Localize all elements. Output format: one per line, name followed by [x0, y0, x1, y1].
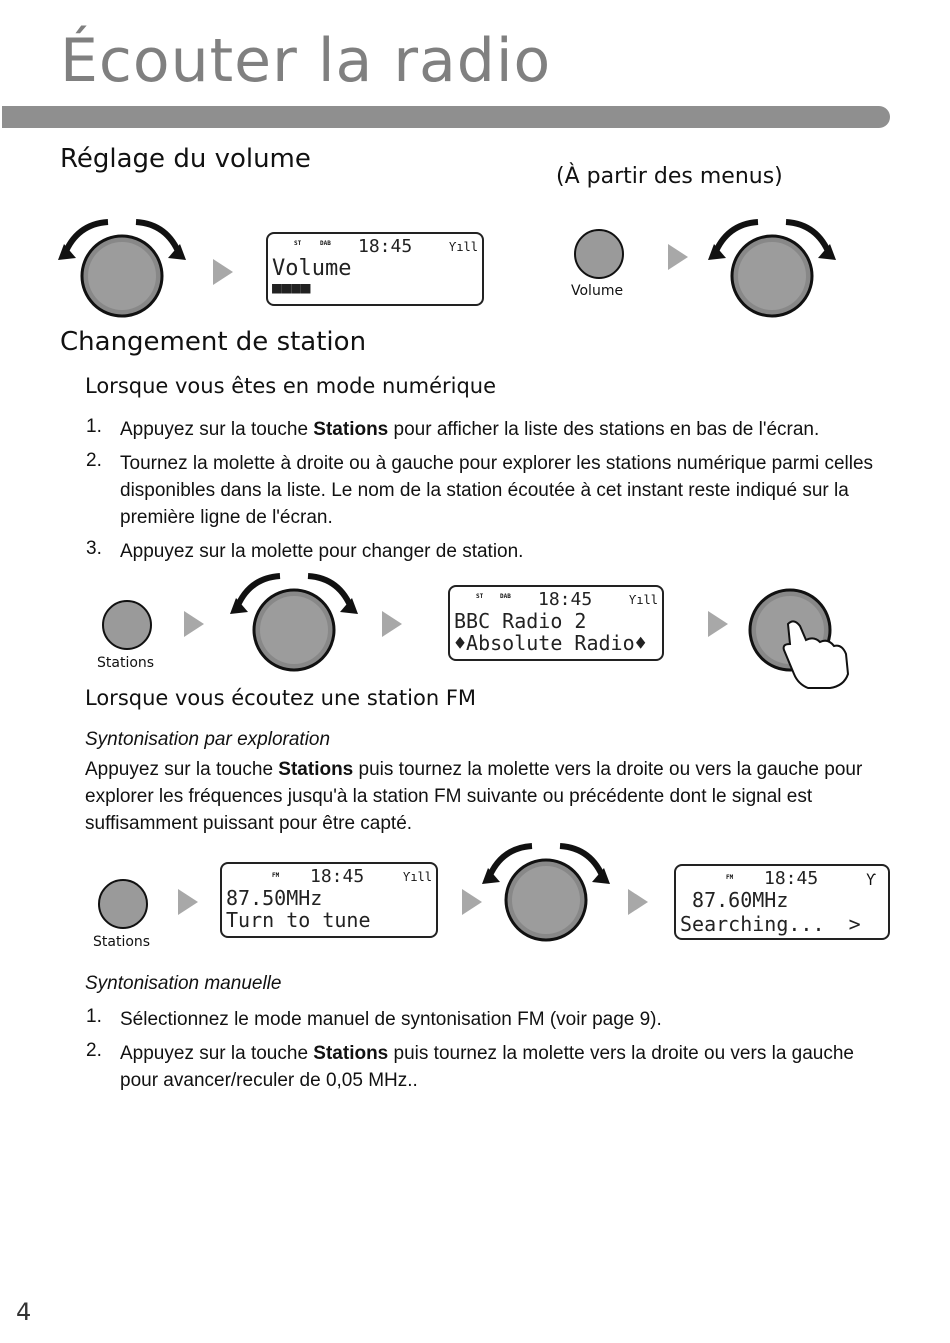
knob-press-hand-icon: [744, 588, 854, 692]
lcd-st-tag: ST: [294, 240, 302, 247]
lcd-dab-tag: DAB: [320, 240, 331, 247]
fm-heading: Lorsque vous écoutez une station FM: [85, 686, 477, 710]
lcd-line1: 87.50MHz: [226, 886, 323, 910]
lcd-time: 18:45: [538, 589, 593, 610]
lcd-time: 18:45: [358, 236, 413, 257]
menus-note: (À partir des menus): [556, 164, 783, 189]
rotary-knob-icon: [228, 568, 362, 672]
manual-heading: Syntonisation manuelle: [85, 973, 282, 994]
step-number: 1.: [86, 1006, 102, 1027]
volume-button-label: Volume: [571, 283, 624, 299]
lcd-fm-tag: FM: [726, 874, 734, 881]
lcd-fm-searching: [674, 864, 890, 940]
step-number: 3.: [86, 538, 102, 559]
arrow-right-icon: [184, 611, 204, 637]
stations-button[interactable]: [102, 600, 152, 650]
stations-button-label: Stations: [97, 655, 155, 671]
scan-heading: Syntonisation par exploration: [85, 729, 331, 750]
step-number: 2.: [86, 1040, 102, 1061]
signal-icon: Ƴıll: [403, 870, 432, 884]
signal-icon: Ƴıll: [449, 240, 478, 254]
arrow-right-icon: [628, 889, 648, 915]
arrow-right-icon: [462, 889, 482, 915]
stations-button-label: Stations: [93, 934, 151, 950]
step-number: 1.: [86, 416, 102, 437]
arrow-right-icon: [668, 244, 688, 270]
lcd-fm-tune: [220, 862, 438, 938]
title-bar: [2, 106, 890, 128]
lcd-time: 18:45: [310, 866, 365, 887]
lcd-st-tag: ST: [476, 593, 484, 600]
lcd-line2: ■■■■: [272, 278, 311, 297]
rotary-knob-icon: [706, 214, 840, 318]
volume-heading: Réglage du volume: [60, 144, 311, 174]
step-text: Appuyez sur la molette pour changer de station.: [120, 541, 524, 562]
volume-button[interactable]: [574, 229, 624, 279]
step-text: Appuyez sur la touche Stations puis tournez la molette vers la droite ou vers la gauche pour avancer/reculer de 0,05 MHz..: [120, 1043, 855, 1091]
station-heading: Changement de station: [60, 327, 367, 357]
arrow-right-icon: [213, 259, 233, 285]
step-text: Appuyez sur la touche Stations pour afficher la liste des stations en bas de l'écran.: [120, 419, 820, 440]
step-text: Sélectionnez le mode manuel de syntonisation FM (voir page 9).: [120, 1009, 662, 1030]
lcd-dab-station: [448, 585, 664, 661]
lcd-line1: 87.60MHz: [680, 888, 789, 912]
digital-heading: Lorsque vous êtes en mode numérique: [85, 374, 497, 398]
lcd-fm-tag: FM: [272, 872, 280, 879]
rotary-knob-icon: [56, 214, 190, 318]
lcd-line2: ♦Absolute Radio♦: [454, 631, 647, 655]
lcd-dab-tag: DAB: [500, 593, 511, 600]
scan-paragraph: Appuyez sur la touche Stations puis tournez la molette vers la droite ou vers la gauche pour explorer les fréquences jusqu'à la station FM suivante ou précédente dont le signal est suffisamment puissant pour être capté.: [85, 759, 863, 834]
arrow-right-icon: [382, 611, 402, 637]
arrow-right-icon: [178, 889, 198, 915]
rotary-knob-icon: [480, 838, 614, 942]
step-text: Tournez la molette à droite ou à gauche pour explorer les stations numérique parmi celles disponibles dans la liste. Le nom de la station écoutée à cet instant reste indiqué sur la première ligne de l'écran.: [120, 453, 874, 528]
page-number: 4: [16, 1298, 32, 1326]
lcd-time: 18:45: [764, 868, 819, 889]
lcd-volume: [266, 232, 484, 306]
antenna-icon: Ƴ: [866, 870, 876, 889]
arrow-right-icon: [708, 611, 728, 637]
signal-icon: Ƴıll: [629, 593, 658, 607]
step-number: 2.: [86, 450, 102, 471]
lcd-line2: Turn to tune: [226, 908, 371, 932]
lcd-line1: BBC Radio 2: [454, 609, 587, 633]
stations-button[interactable]: [98, 879, 148, 929]
lcd-line1: Volume: [272, 256, 352, 281]
page-title: Écouter la radio: [60, 26, 552, 96]
lcd-line2: Searching... >: [680, 912, 861, 936]
